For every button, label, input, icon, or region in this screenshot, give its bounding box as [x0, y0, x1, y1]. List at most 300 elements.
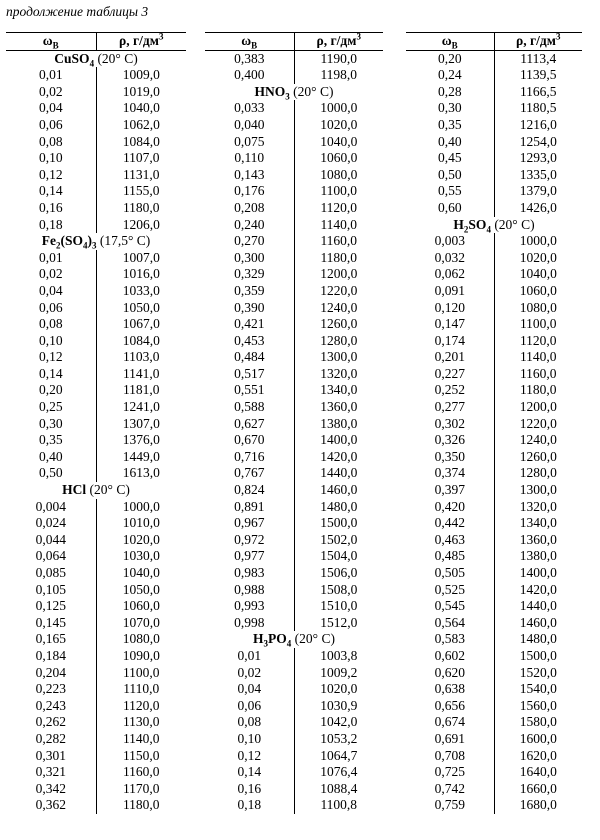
density-cell: 1190,0	[320, 50, 358, 66]
density-cell: 1293,0	[519, 150, 557, 166]
density-cell: 1100,0	[122, 664, 160, 680]
density-cell: 1042,0	[320, 714, 358, 730]
table-row	[406, 399, 582, 416]
section-title	[6, 233, 186, 250]
density-cell: 1680,0	[519, 797, 557, 813]
table-row	[406, 615, 582, 632]
mass-fraction-cell: 0,583	[406, 631, 494, 648]
density-cell: 1580,0	[519, 714, 557, 730]
omega-subscript: B	[451, 40, 458, 51]
table-row	[6, 217, 186, 234]
table-row	[406, 748, 582, 765]
table-row	[205, 250, 383, 267]
table-row	[406, 349, 582, 366]
mass-fraction-cell: 0,12	[6, 349, 96, 366]
density-cell: 1130,0	[122, 714, 160, 730]
formula-subscript: 3	[285, 91, 290, 102]
density-cell: 1200,0	[320, 266, 358, 282]
mass-fraction-cell: 0,485	[406, 548, 494, 565]
formula-subscript: 2	[463, 224, 469, 235]
density-cell: 1460,0	[519, 614, 557, 630]
chemical-formula	[253, 631, 292, 650]
density-cell: 1090,0	[122, 647, 160, 663]
mass-fraction-cell: 0,390	[205, 300, 294, 317]
mass-fraction-cell: 0,270	[205, 233, 294, 250]
density-cell: 1103,0	[122, 349, 160, 365]
density-cell: 1440,0	[320, 465, 358, 481]
mass-fraction-cell: 0,40	[6, 449, 96, 466]
mass-fraction-cell: 0,06	[6, 117, 96, 134]
density-cell: 1320,0	[320, 365, 358, 381]
formula-part: HCl	[62, 482, 87, 498]
table-row	[6, 316, 186, 333]
mass-fraction-cell: 0,301	[6, 748, 96, 765]
density-cell: 1420,0	[320, 448, 358, 464]
table-row	[6, 515, 186, 532]
omega-header	[205, 33, 294, 51]
table-row	[205, 582, 383, 599]
mass-fraction-cell: 0,300	[205, 250, 294, 267]
density-cell: 1062,0	[122, 116, 160, 132]
density-cell: 1000,0	[320, 100, 358, 116]
mass-fraction-cell: 0,14	[6, 183, 96, 200]
table-row	[205, 100, 383, 117]
section-title	[205, 631, 383, 648]
table-row	[406, 648, 582, 665]
mass-fraction-cell: 0,204	[6, 665, 96, 682]
density-cell: 1280,0	[320, 332, 358, 348]
mass-fraction-cell: 0,143	[205, 167, 294, 184]
density-cell: 1084,0	[122, 332, 160, 348]
density-cell: 1320,0	[519, 498, 557, 514]
table-row	[205, 781, 383, 798]
table-row	[205, 665, 383, 682]
table-row	[406, 548, 582, 565]
density-table	[406, 32, 582, 814]
table-row	[406, 316, 582, 333]
table-row	[205, 300, 383, 317]
density-cell: 1504,0	[320, 548, 358, 564]
density-cell: 1180,0	[122, 199, 160, 215]
table-row	[6, 150, 186, 167]
density-cell: 1240,0	[320, 299, 358, 315]
mass-fraction-cell: 0,262	[6, 714, 96, 731]
section-title	[6, 482, 186, 499]
mass-fraction-cell: 0,075	[205, 134, 294, 151]
table-row	[205, 482, 383, 499]
mass-fraction-cell: 0,967	[205, 515, 294, 532]
table-row	[205, 266, 383, 283]
density-cell: 1084,0	[122, 133, 160, 149]
density-cell: 1016,0	[122, 266, 160, 282]
density-cell: 1088,4	[320, 780, 358, 796]
mass-fraction-cell: 0,120	[406, 300, 494, 317]
density-cell: 1307,0	[122, 415, 160, 431]
table-row	[6, 300, 186, 317]
density-cell: 1007,0	[122, 249, 160, 265]
density-table	[205, 32, 383, 814]
density-cell: 1280,0	[519, 465, 557, 481]
table-row	[6, 714, 186, 731]
formula-part: PO	[268, 631, 287, 647]
density-cell: 1260,0	[320, 316, 358, 332]
formula-part: )	[87, 233, 92, 249]
table-row	[406, 432, 582, 449]
formula-subscript: 2	[55, 240, 61, 251]
density-cell: 1040,0	[122, 100, 160, 116]
table-row	[205, 681, 383, 698]
table-row	[406, 714, 582, 731]
mass-fraction-cell: 0,708	[406, 748, 494, 765]
table-row	[6, 631, 186, 648]
density-cell: 1426,0	[519, 199, 557, 215]
density-cell: 1009,0	[122, 67, 160, 83]
density-cell: 1380,0	[519, 548, 557, 564]
formula-subscript: 4	[89, 58, 95, 69]
section-row	[205, 631, 383, 648]
table-row	[6, 283, 186, 300]
mass-fraction-cell: 0,397	[406, 482, 494, 499]
density-cell: 1060,0	[519, 282, 557, 298]
mass-fraction-cell: 0,463	[406, 532, 494, 549]
table-row	[205, 714, 383, 731]
density-cell: 1460,0	[320, 482, 358, 498]
table-header-row	[205, 33, 383, 51]
density-cell: 1140,0	[320, 216, 358, 232]
temperature-condition: (20° C)	[293, 83, 334, 99]
table-row	[6, 100, 186, 117]
table-row	[406, 781, 582, 798]
table-row	[406, 84, 582, 101]
rho-superscript: 3	[555, 31, 561, 42]
table-row	[406, 449, 582, 466]
density-cell: 1260,0	[519, 448, 557, 464]
formula-part: H	[453, 216, 464, 232]
table-row	[406, 416, 582, 433]
density-cell: 1376,0	[122, 432, 160, 448]
density-cell: 1640,0	[519, 764, 557, 780]
density-cell: 1206,0	[122, 216, 160, 232]
table-row	[406, 764, 582, 781]
table-row	[205, 698, 383, 715]
table-column-1	[6, 32, 186, 814]
rho-header	[294, 33, 383, 51]
density-cell: 1506,0	[320, 565, 358, 580]
mass-fraction-cell: 0,282	[6, 731, 96, 748]
mass-fraction-cell: 0,02	[205, 665, 294, 682]
density-cell: 1520,0	[519, 664, 557, 680]
table-row	[406, 565, 582, 582]
mass-fraction-cell: 0,12	[205, 748, 294, 765]
mass-fraction-cell: 0,08	[205, 714, 294, 731]
omega-symbol: ω	[241, 33, 252, 48]
table-header-row	[6, 33, 186, 51]
density-cell: 1512,0	[320, 614, 358, 630]
mass-fraction-cell: 0,252	[406, 382, 494, 399]
rho-superscript: 3	[356, 31, 361, 42]
density-cell: 1120,0	[122, 697, 160, 713]
mass-fraction-cell: 0,350	[406, 449, 494, 466]
mass-fraction-cell: 0,321	[6, 764, 96, 781]
formula-part: Cu	[54, 50, 72, 66]
formula-part: SO	[468, 216, 487, 232]
table-row	[6, 665, 186, 682]
density-cell: 1480,0	[320, 498, 358, 514]
mass-fraction-cell: 0,993	[205, 598, 294, 615]
table-row	[205, 333, 383, 350]
table-row	[6, 416, 186, 433]
table-row	[205, 134, 383, 151]
mass-fraction-cell: 0,972	[205, 532, 294, 549]
mass-fraction-cell: 0,174	[406, 333, 494, 350]
formula-part: Fe	[41, 233, 56, 249]
mass-fraction-cell: 0,02	[6, 84, 96, 101]
table-row	[406, 283, 582, 300]
density-cell: 1241,0	[122, 399, 160, 415]
table-row	[406, 200, 582, 217]
table-row	[6, 698, 186, 715]
mass-fraction-cell: 0,742	[406, 781, 494, 798]
table-row	[6, 449, 186, 466]
mass-fraction-cell: 0,362	[6, 797, 96, 814]
density-cell: 1180,0	[320, 249, 358, 265]
table-row	[205, 233, 383, 250]
density-cell: 1198,0	[320, 67, 358, 83]
mass-fraction-cell: 0,525	[406, 582, 494, 599]
rho-label: ρ, г/дм	[516, 33, 556, 48]
mass-fraction-cell: 0,024	[6, 515, 96, 532]
table-row	[205, 382, 383, 399]
density-cell: 1050,0	[122, 299, 160, 315]
density-cell: 1040,0	[122, 565, 160, 580]
mass-fraction-cell: 0,10	[205, 731, 294, 748]
density-cell: 1155,0	[122, 183, 160, 199]
density-cell: 1030,0	[122, 548, 160, 564]
table-row	[205, 648, 383, 665]
table-column-3	[406, 32, 582, 814]
table-row	[6, 797, 186, 814]
density-cell: 1180,0	[122, 797, 160, 813]
mass-fraction-cell: 0,983	[205, 565, 294, 582]
density-cell: 1050,0	[122, 581, 160, 597]
density-cell: 1150,0	[122, 747, 160, 763]
table-row	[205, 515, 383, 532]
mass-fraction-cell: 0,040	[205, 117, 294, 134]
table-row	[6, 731, 186, 748]
table-row	[205, 349, 383, 366]
density-cell: 1020,0	[519, 249, 557, 265]
table-row	[205, 764, 383, 781]
table-row	[205, 366, 383, 383]
table-row	[205, 183, 383, 200]
mass-fraction-cell: 0,35	[6, 432, 96, 449]
formula-subscript: 4	[486, 224, 491, 235]
density-cell: 1067,0	[122, 316, 160, 332]
mass-fraction-cell: 0,18	[205, 797, 294, 814]
density-cell: 1449,0	[122, 448, 160, 464]
formula-part: SO	[71, 50, 90, 66]
mass-fraction-cell: 0,20	[406, 50, 494, 67]
mass-fraction-cell: 0,01	[6, 250, 96, 267]
formula-subscript: 4	[286, 639, 292, 650]
density-cell: 1120,0	[519, 332, 557, 348]
mass-fraction-cell: 0,374	[406, 465, 494, 482]
density-cell: 1335,0	[519, 166, 557, 182]
mass-fraction-cell: 0,184	[6, 648, 96, 665]
temperature-condition: (20° C)	[97, 50, 138, 66]
density-cell: 1100,8	[320, 797, 358, 813]
density-cell: 1139,5	[519, 67, 557, 83]
table-row	[205, 499, 383, 516]
mass-fraction-cell: 0,240	[205, 217, 294, 234]
mass-fraction-cell: 0,55	[406, 183, 494, 200]
table-row	[406, 117, 582, 134]
density-cell: 1060,0	[320, 150, 358, 166]
table-row	[6, 399, 186, 416]
table-row	[406, 50, 582, 67]
table-row	[205, 167, 383, 184]
table-row	[6, 548, 186, 565]
section-title	[406, 217, 582, 234]
density-cell: 1166,5	[519, 83, 557, 99]
section-row	[205, 84, 383, 101]
mass-fraction-cell: 0,147	[406, 316, 494, 333]
mass-fraction-cell: 0,091	[406, 283, 494, 300]
mass-fraction-cell: 0,01	[6, 67, 96, 84]
mass-fraction-cell: 0,105	[6, 582, 96, 599]
table-row	[6, 349, 186, 366]
formula-subscript: 3	[263, 639, 269, 650]
mass-fraction-cell: 0,891	[205, 499, 294, 516]
mass-fraction-cell: 0,674	[406, 714, 494, 731]
table-row	[6, 84, 186, 101]
density-cell: 1340,0	[519, 515, 557, 531]
density-cell: 1070,0	[122, 614, 160, 630]
density-cell: 1502,0	[320, 531, 358, 547]
mass-fraction-cell: 0,588	[205, 399, 294, 416]
table-row	[6, 648, 186, 665]
table-row	[205, 797, 383, 814]
table-row	[406, 167, 582, 184]
density-cell: 1020,0	[320, 681, 358, 697]
density-cell: 1009,2	[320, 664, 358, 680]
density-cell: 1100,0	[519, 316, 557, 332]
mass-fraction-cell: 0,767	[205, 465, 294, 482]
table-row	[406, 266, 582, 283]
mass-fraction-cell: 0,824	[205, 482, 294, 499]
table-row	[205, 150, 383, 167]
mass-fraction-cell: 0,638	[406, 681, 494, 698]
section-title	[6, 50, 186, 67]
table-row	[6, 382, 186, 399]
density-cell: 1140,0	[519, 349, 557, 365]
table-row	[406, 681, 582, 698]
mass-fraction-cell: 0,326	[406, 432, 494, 449]
density-cell: 1020,0	[122, 531, 160, 547]
mass-fraction-cell: 0,18	[6, 217, 96, 234]
mass-fraction-cell: 0,208	[205, 200, 294, 217]
table-row	[205, 432, 383, 449]
mass-fraction-cell: 0,420	[406, 499, 494, 516]
density-cell: 1220,0	[320, 282, 358, 298]
mass-fraction-cell: 0,033	[205, 100, 294, 117]
table-column-2	[205, 32, 383, 814]
omega-subscript: B	[52, 40, 59, 51]
table-row	[6, 266, 186, 283]
table-row	[406, 631, 582, 648]
table-row	[406, 499, 582, 516]
table-row	[406, 300, 582, 317]
density-cell: 1440,0	[519, 598, 557, 614]
table-row	[6, 532, 186, 549]
mass-fraction-cell: 0,383	[205, 50, 294, 67]
density-cell: 1000,0	[122, 498, 160, 514]
density-cell: 1500,0	[519, 647, 557, 663]
density-cell: 1170,0	[122, 780, 160, 796]
mass-fraction-cell: 0,329	[205, 266, 294, 283]
chemical-formula	[254, 83, 290, 102]
mass-fraction-cell: 0,421	[205, 316, 294, 333]
table-row	[6, 366, 186, 383]
temperature-condition: (20° C)	[294, 631, 335, 647]
formula-subscript: 4	[82, 240, 88, 251]
section-title	[205, 84, 383, 101]
density-cell: 1030,9	[320, 697, 358, 713]
density-cell: 1131,0	[122, 166, 160, 182]
mass-fraction-cell: 0,201	[406, 349, 494, 366]
formula-part: H	[253, 631, 264, 647]
density-cell: 1508,0	[320, 581, 358, 597]
table-row	[406, 183, 582, 200]
mass-fraction-cell: 0,277	[406, 399, 494, 416]
omega-symbol: ω	[42, 33, 53, 48]
table-row	[406, 150, 582, 167]
table-row	[406, 100, 582, 117]
temperature-condition: (20° C)	[89, 482, 130, 498]
mass-fraction-cell: 0,044	[6, 532, 96, 549]
table-row	[205, 598, 383, 615]
density-cell: 1480,0	[519, 631, 557, 647]
density-cell: 1110,0	[123, 681, 160, 697]
density-cell: 1400,0	[320, 432, 358, 448]
density-cell: 1080,0	[519, 299, 557, 315]
table-row	[6, 183, 186, 200]
density-cell: 1620,0	[519, 747, 557, 763]
density-cell: 1500,0	[320, 515, 358, 531]
mass-fraction-cell: 0,302	[406, 416, 494, 433]
temperature-condition: (17,5° C)	[99, 233, 151, 249]
table-row	[406, 731, 582, 748]
mass-fraction-cell: 0,551	[205, 382, 294, 399]
density-cell: 1000,0	[519, 233, 557, 249]
table-row	[205, 200, 383, 217]
table-row	[6, 465, 186, 482]
mass-fraction-cell: 0,505	[406, 565, 494, 582]
table-row	[406, 598, 582, 615]
mass-fraction-cell: 0,032	[406, 250, 494, 267]
omega-symbol: ω	[441, 33, 452, 48]
density-cell: 1160,0	[519, 365, 557, 381]
table-row	[406, 366, 582, 383]
table-row	[406, 698, 582, 715]
temperature-condition: (20° C)	[494, 216, 535, 232]
density-cell: 1400,0	[519, 565, 557, 580]
chemical-formula	[453, 216, 491, 235]
mass-fraction-cell: 0,716	[205, 449, 294, 466]
mass-fraction-cell: 0,176	[205, 183, 294, 200]
mass-fraction-cell: 0,12	[6, 167, 96, 184]
table-row	[6, 67, 186, 84]
